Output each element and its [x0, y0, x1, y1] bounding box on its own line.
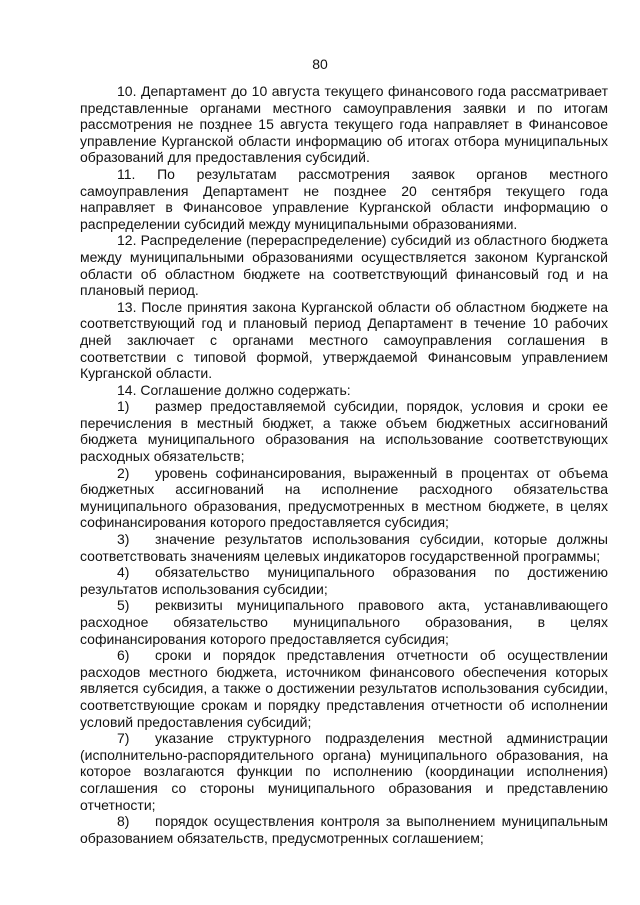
document-body: [80, 83, 608, 846]
list-item-2: [80, 465, 608, 531]
list-item-text: значение результатов использования субсидии, которые должны соответствовать значениям целевых индикаторов государственной программы;: [80, 531, 608, 564]
list-item-text: реквизиты муниципального правового акта, устанавливающего расходное обязательство муниципального образования, в целях софинансирования которого предоставляется субсидия;: [80, 597, 608, 647]
list-item-7: [80, 730, 608, 813]
paragraph-11: 11. По результатам рассмотрения заявок органов местного самоуправления Департамент не позднее 20 сентября текущего года направляет в Финансовое управление Курганской области информацию о распределении субсидий между муниципальными образованиями.: [80, 165, 608, 232]
list-item-number: 2): [117, 464, 130, 481]
list-item-number: 6): [117, 647, 130, 664]
list-item-8: [80, 813, 608, 846]
list-item-number: 4): [117, 564, 130, 581]
list-item-text: порядок осуществления контроля за выполнением муниципальным образованием обязательств, предусмотренных соглашением;: [80, 813, 608, 846]
list-item-text: обязательство муниципального образования по достижению результатов использования субсидии;: [80, 564, 608, 597]
list-item-number: 7): [117, 730, 130, 747]
list-item-number: 8): [117, 813, 130, 830]
list-item-number: 5): [117, 597, 130, 614]
list-item-number: 1): [117, 398, 130, 415]
list-item-number: 3): [117, 531, 130, 548]
list-item-1: [80, 398, 608, 464]
list-item-4: [80, 564, 608, 597]
list-item-5: [80, 597, 608, 647]
list-item-text: размер предоставляемой субсидии, порядок, условия и сроки ее перечисления в местный бюджет, а также объем бюджетных ассигнований бюджета муниципального образования на использование соответствующих расходных обязательств;: [80, 398, 608, 465]
list-item-3: [80, 531, 608, 564]
page-number: 80: [312, 56, 328, 72]
list-item-text: уровень софинансирования, выраженный в процентах от объема бюджетных ассигнований на исполнение расходного обязательства муниципального образования, предусмотренных в местном бюджете, в целях софинансирования которого предоставляется субсидия;: [80, 464, 608, 531]
list-item-text: указание структурного подразделения местной администрации (исполнительно-распорядительного органа) муниципального образования, на которое возлагаются функции по исполнению (координации исполнения) соглашения со стороны муниципального образования и представлению отчетности;: [80, 730, 608, 813]
paragraph-13: 13. После принятия закона Курганской области об областном бюджете на соответствующий год и плановый период Департамент в течение 10 рабочих дней заключает с органами местного самоуправления соглашения в соответствии с типовой формой, утверждаемой Финансовым управлением Курганской области.: [80, 298, 608, 382]
paragraph-14: 14. Соглашение должно содержать:: [117, 381, 351, 398]
paragraph-10: 10. Департамент до 10 августа текущего финансового года рассматривает представленные органами местного самоуправления заявки и по итогам рассмотрения не позднее 15 августа текущего года направляет в Финансовое управление Курганской области информацию об итогах отбора муниципальных образований для предоставления субсидий.: [80, 83, 608, 166]
list-item-6: [80, 647, 608, 730]
paragraph-12: 12. Распределение (перераспределение) субсидий из областного бюджета между муниципальными образованиями осуществляется законом Курганской области об областном бюджете на соответствующий финансовый год и на плановый период.: [80, 232, 608, 299]
list-item-text: сроки и порядок представления отчетности об осуществлении расходов местного бюджета, источником финансового обеспечения которых является субсидия, а также о достижении результатов использования субсидии, соответствующие срокам и порядку представления отчетности об исполнении условий предоставления субсидий;: [80, 647, 608, 730]
